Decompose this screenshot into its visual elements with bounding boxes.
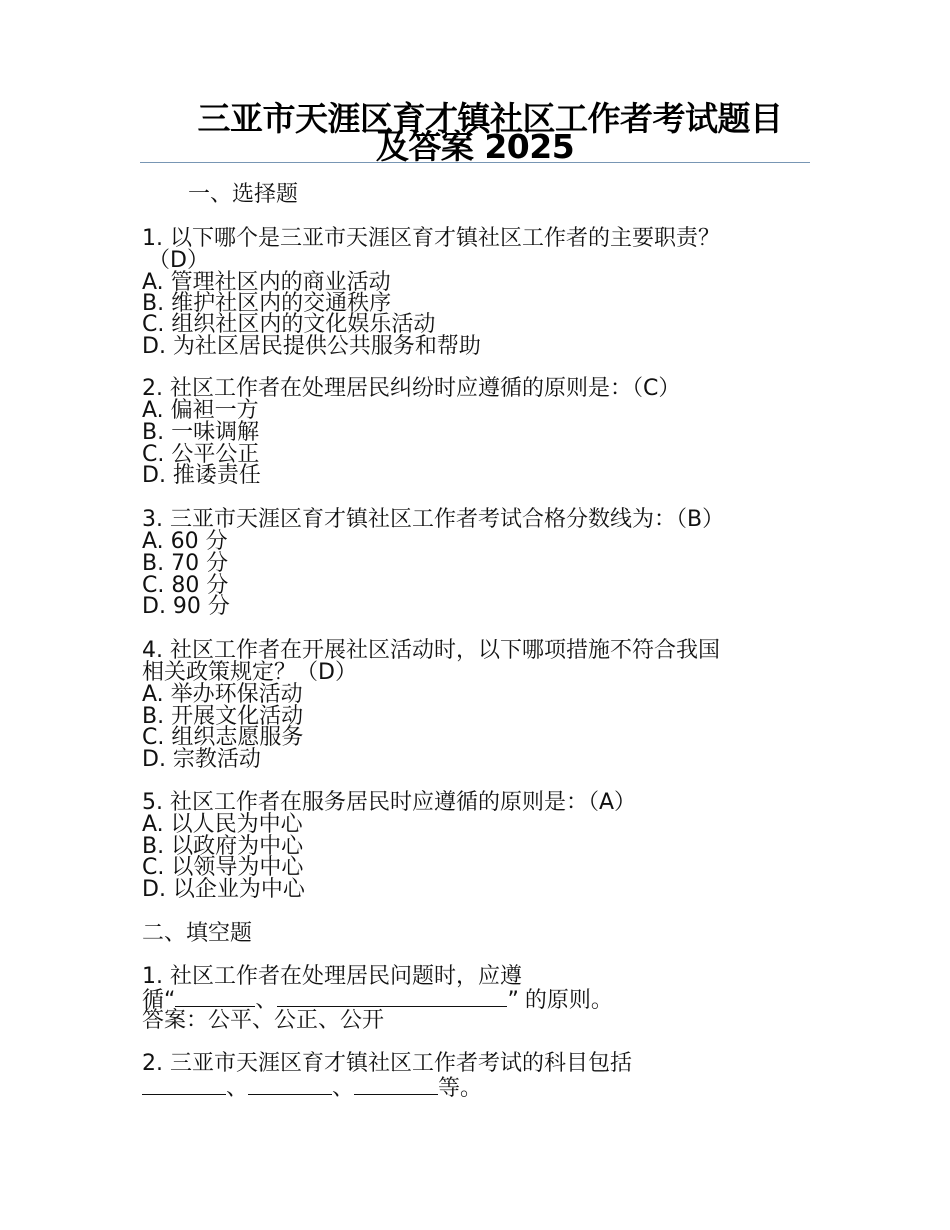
question-4-answer: 相关政策规定？（D） (142, 660, 357, 685)
fill-blank-2[interactable] (277, 988, 427, 1007)
question-2-option-c: C. 公平公正 (142, 442, 260, 467)
question-5-text: 5. 社区工作者在服务居民时应遵循的原则是：（A） (142, 790, 637, 815)
fill-question-1-answer: 答案：公平、公正、公开 (142, 1008, 385, 1033)
question-2-option-d: D. 推诿责任 (142, 463, 261, 488)
section-heading-choice: 一、选择题 (188, 182, 299, 207)
quote-open: “ (164, 988, 176, 1013)
question-5-option-a: A. 以人民为中心 (142, 812, 303, 837)
question-1-option-d: D. 为社区居民提供公共服务和帮助 (142, 334, 481, 359)
document-title-line-1: 三亚市天涯区育才镇社区工作者考试题目 (197, 99, 783, 138)
fill-blank-6[interactable] (354, 1076, 438, 1095)
fill-question-1-line-2-end: 的原则。 (524, 988, 613, 1013)
question-1-option-c: C. 组织社区内的文化娱乐活动 (142, 312, 436, 337)
question-1-answer: （D） (148, 248, 209, 273)
question-5-option-d: D. 以企业为中心 (142, 877, 305, 902)
question-4-option-a: A. 举办环保活动 (142, 682, 303, 707)
question-1-option-a: A. 管理社区内的商业活动 (142, 270, 391, 295)
question-3-option-b: B. 70 分 (142, 551, 229, 576)
question-4-option-d: D. 宗教活动 (142, 747, 261, 772)
question-3-option-a: A. 60 分 (142, 529, 228, 554)
document-title-line-2: 及答案 2025 (375, 127, 575, 166)
fill-blank-3[interactable] (427, 988, 507, 1007)
fill-blank-5[interactable] (248, 1076, 332, 1095)
question-3-text: 3. 三亚市天涯区育才镇社区工作者考试合格分数线为：（B） (142, 507, 725, 532)
question-5-option-c: C. 以领导为中心 (142, 855, 304, 880)
title-underline (140, 162, 810, 163)
question-1-text: 1. 以下哪个是三亚市天涯区育才镇社区工作者的主要职责？ (142, 226, 720, 251)
fill-question-1-line-2-start: 循 (142, 988, 165, 1013)
question-3-option-d: D. 90 分 (142, 594, 230, 619)
question-4-option-b: B. 开展文化活动 (142, 704, 304, 729)
separator-2: 、 (226, 1076, 249, 1101)
question-1-option-b: B. 维护社区内的交通秩序 (142, 291, 392, 316)
quote-close: ” (507, 988, 519, 1013)
separator-3: 、 (332, 1076, 355, 1101)
fill-blank-1[interactable] (175, 988, 255, 1007)
question-2-text: 2. 社区工作者在处理居民纠纷时应遵循的原则是：（C） (142, 376, 681, 401)
fill-question-1-text: 1. 社区工作者在处理居民问题时，应遵 (142, 964, 522, 989)
fill-question-2-line-2 (142, 1076, 482, 1100)
fill-question-2-end: 等。 (438, 1076, 483, 1101)
question-4-text: 4. 社区工作者在开展社区活动时，以下哪项措施不符合我国 (142, 638, 720, 663)
question-2-option-b: B. 一味调解 (142, 420, 260, 445)
question-2-option-a: A. 偏袒一方 (142, 398, 259, 423)
separator-1: 、 (255, 988, 278, 1013)
fill-blank-4[interactable] (142, 1076, 226, 1095)
question-3-option-c: C. 80 分 (142, 573, 229, 598)
fill-question-2-text: 2. 三亚市天涯区育才镇社区工作者考试的科目包括 (142, 1051, 632, 1076)
question-5-option-b: B. 以政府为中心 (142, 834, 304, 859)
section-heading-fill-in: 二、填空题 (142, 921, 253, 946)
question-4-option-c: C. 组织志愿服务 (142, 725, 304, 750)
